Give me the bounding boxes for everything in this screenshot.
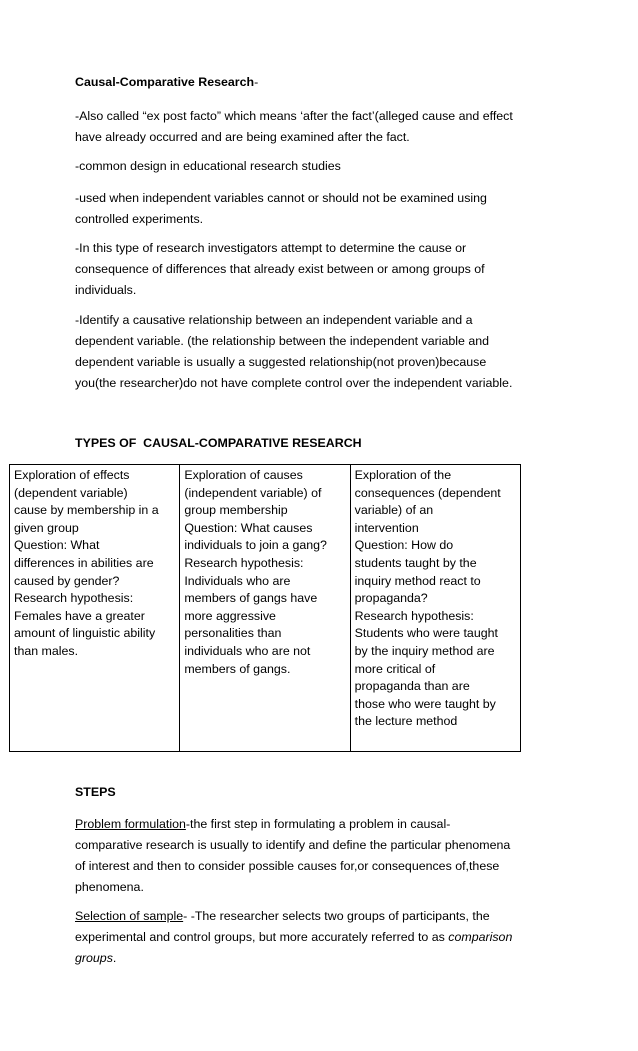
table-cell-line: Research hypothesis: — [354, 608, 474, 623]
table-cell-line: Exploration of causes — [184, 468, 303, 482]
table-cell-line: group membership — [184, 503, 288, 518]
table-cell-line: Exploration of the — [354, 468, 452, 482]
table-cell-line: Females have a greater — [14, 608, 145, 623]
types-table — [9, 464, 521, 752]
types-heading: TYPES OF CAUSAL-COMPARATIVE RESEARCH — [75, 436, 362, 450]
table-cell-line: Question: What — [14, 538, 100, 553]
table-cell-line: inquiry method react to — [354, 573, 481, 588]
table-cell-line: personalities than — [184, 626, 282, 641]
paragraph-common-design: -common design in educational research studies — [75, 159, 341, 173]
table-cell-consequences — [350, 465, 520, 752]
table-cell-line: propaganda than are — [354, 679, 470, 694]
table-cell-line: Exploration of effects — [14, 468, 130, 482]
paragraph-investigators: -In this type of research investigators attempt to determine the cause or consequence of differences that already exist between or among groups of individuals. — [75, 241, 485, 297]
paragraph-causative: -Identify a causative relationship between an independent variable and a dependent variable. (the relationship between the independent variable and dependent variable is usually a suggested relationship(not proven)because you(the researcher)do not have complete control over the independent variable. — [75, 313, 513, 390]
table-cell-line: individuals who are not — [184, 643, 311, 658]
table-cell-line: than males. — [14, 643, 79, 658]
table-cell-line: by the inquiry method are — [354, 643, 495, 658]
table-row — [10, 465, 521, 752]
table-cell-line: Research hypothesis: — [14, 591, 134, 606]
table-cell-line: Question: How do — [354, 538, 454, 553]
paragraph-used-when: -used when independent variables cannot or should not be examined using controlled experiments. — [75, 191, 487, 226]
table-cell-line: students taught by the — [354, 555, 477, 570]
table-cell-line: amount of linguistic ability — [14, 626, 156, 641]
paragraph-ex-post-facto: -Also called “ex post facto” which means ‘after the fact’(alleged cause and effect have already occurred and are being examined after the fact. — [75, 109, 513, 144]
paragraph-problem-formulation: Problem formulation-the first step in formulating a problem in causal- comparative research is usually to identify and define the particular phenomena of interest and then to consider possible causes for,or consequences of,these phenomena. — [75, 817, 511, 894]
table-cell-line: more aggressive — [184, 608, 276, 623]
table-cell-line: differences in abilities are — [14, 555, 154, 570]
table-cell-line: individuals to join a gang? — [184, 538, 327, 553]
table-cell-line: intervention — [354, 520, 419, 535]
table-cell-line: cause by membership in a — [14, 503, 159, 518]
steps-heading: STEPS — [75, 785, 116, 799]
table-cell-line: Students who were taught — [354, 626, 498, 641]
table-cell-line: the lecture method — [354, 714, 458, 729]
table-cell-line: Question: What causes — [184, 520, 313, 535]
table-cell-effects — [10, 465, 180, 752]
selection-of-sample-term: Selection of sample — [75, 909, 184, 923]
table-cell-line: more critical of — [354, 661, 436, 676]
section-heading: Causal-Comparative Research- — [75, 75, 259, 89]
table-cell-line: (dependent variable) — [14, 485, 128, 500]
table-cell-line: variable) of an — [354, 503, 434, 518]
table-cell-line: given group — [14, 520, 79, 535]
table-cell-line: Individuals who are — [184, 573, 291, 588]
problem-formulation-term: Problem formulation — [75, 817, 186, 831]
heading-text: Causal-Comparative Research — [75, 75, 255, 89]
table-cell-line: members of gangs. — [184, 661, 291, 676]
table-cell-line: Research hypothesis: — [184, 555, 304, 570]
table-cell-line: propaganda? — [354, 591, 428, 606]
table-cell-line: those who were taught by — [354, 696, 496, 711]
table-cell-line: (independent variable) of — [184, 485, 322, 500]
table-cell-line: consequences (dependent — [354, 485, 501, 500]
table-cell-line: caused by gender? — [14, 573, 120, 588]
paragraph-selection-of-sample: Selection of sample- -The researcher selects two groups of participants, the experimental and control groups, but more accurately referred to as comparison groups. — [75, 909, 513, 965]
table-cell-causes — [180, 465, 350, 752]
table-cell-line: members of gangs have — [184, 591, 318, 606]
